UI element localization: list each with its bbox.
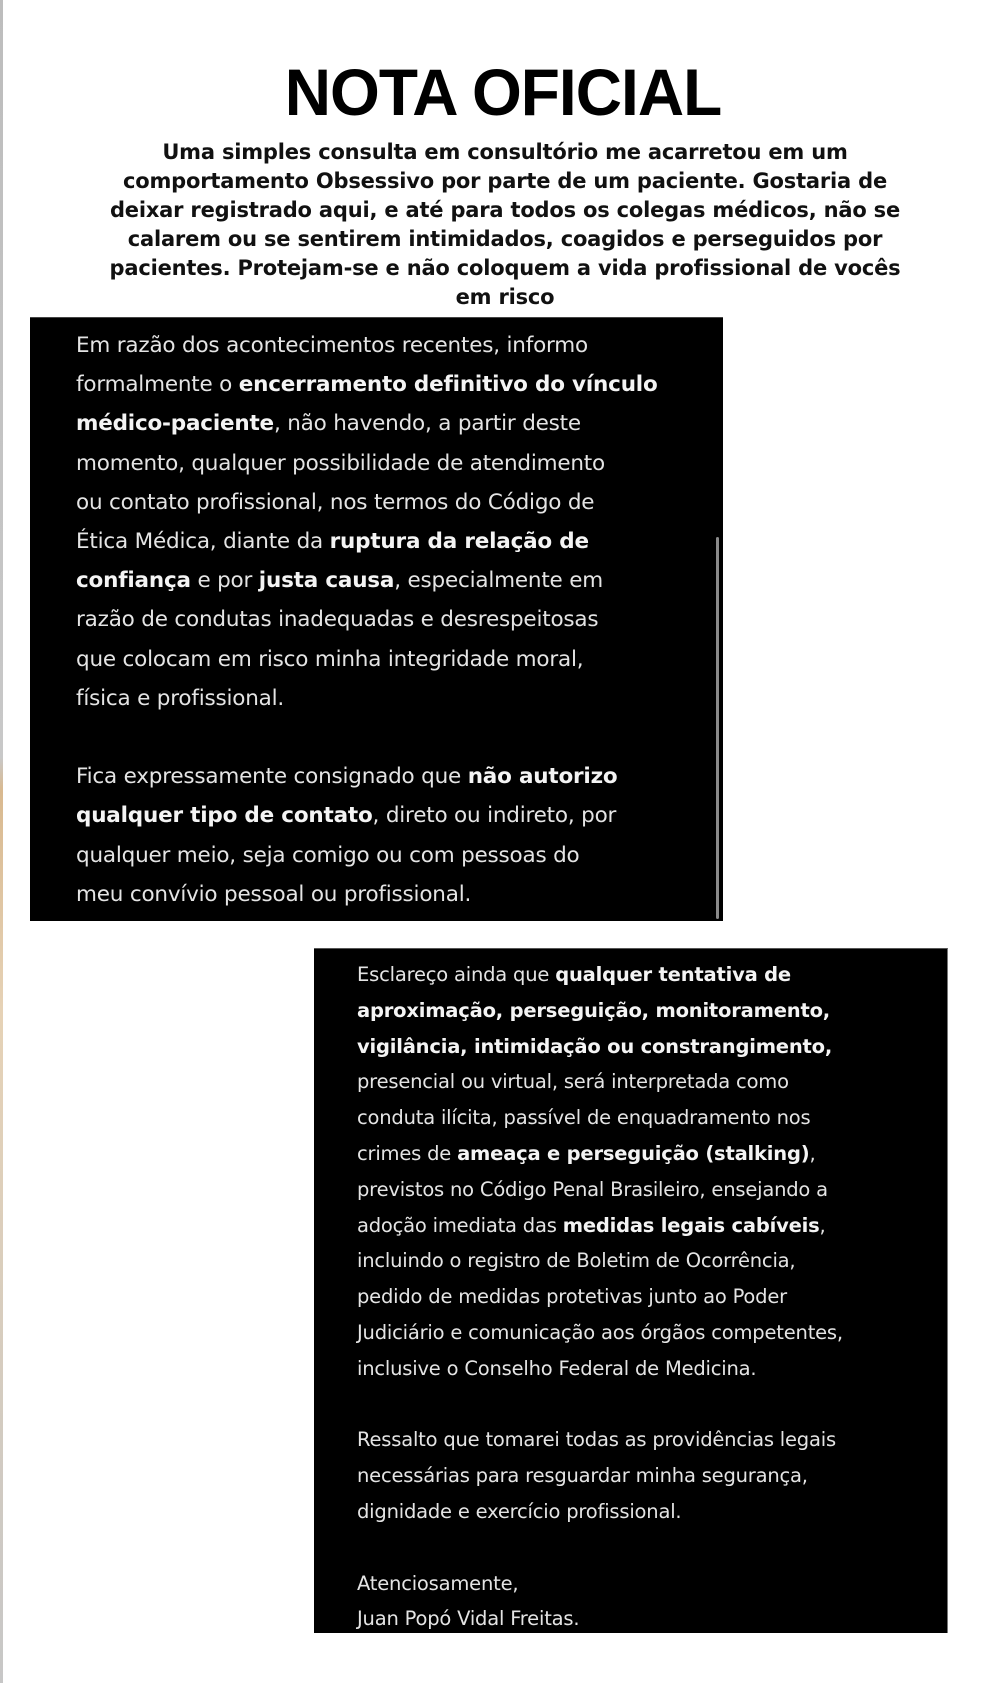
text-line [357, 1064, 947, 1100]
text-line [76, 836, 723, 875]
text-span: Ressalto que tomarei todas as providências legais [357, 1428, 836, 1452]
text-line [357, 957, 947, 993]
bold-text: ameaça e perseguição (stalking) [457, 1141, 810, 1165]
text-line [357, 1494, 947, 1530]
scrollbar[interactable] [716, 537, 719, 919]
text-span: pedido de medidas protetivas junto ao Poder [357, 1285, 787, 1309]
text-line [76, 326, 723, 365]
text-line [76, 600, 723, 639]
text-span: que colocam em risco minha integridade moral, [76, 646, 584, 672]
bold-text: medidas legais cabíveis [562, 1213, 820, 1237]
notice-part2-text [357, 949, 947, 1637]
text-line [357, 993, 947, 1029]
text-line [76, 875, 723, 914]
text-span: e por [190, 568, 259, 594]
text-span: , especialmente em [394, 568, 603, 594]
text-line [357, 1458, 947, 1494]
text-span: razão de condutas inadequadas e desrespeitosas [76, 607, 599, 633]
text-line [357, 1172, 947, 1208]
text-line [76, 757, 723, 796]
paragraph-gap [76, 718, 723, 757]
text-line [357, 1315, 947, 1351]
text-span: Ética Médica, diante da [76, 529, 330, 555]
text-line [357, 1029, 947, 1065]
bold-text: ruptura da relação de [329, 529, 589, 555]
notice-screenshot-part2 [314, 948, 948, 1633]
closing-line: Atenciosamente, [357, 1571, 519, 1595]
subtitle-line: em risco [455, 285, 555, 309]
text-span: momento, qualquer possibilidade de atendimento [76, 450, 605, 476]
text-span: ou contato profissional, nos termos do Código de [76, 489, 595, 515]
subtitle-line: pacientes. Protejam-se e não coloquem a vida profissional de vocês [109, 256, 901, 280]
text-line [76, 365, 723, 404]
bold-text: encerramento definitivo do vínculo [238, 372, 658, 398]
text-line [76, 679, 723, 718]
bold-text: médico-paciente [76, 411, 274, 437]
text-line [76, 640, 723, 679]
bold-text: qualquer tentativa de [555, 963, 791, 986]
text-line [76, 483, 723, 522]
text-line [357, 1243, 947, 1279]
text-span: , [819, 1213, 826, 1237]
paragraph-gap [357, 1387, 947, 1423]
text-span: necessárias para resguardar minha segurança, [357, 1464, 808, 1488]
text-span: física e profissional. [76, 685, 285, 711]
text-line [357, 1351, 947, 1387]
text-span: qualquer meio, seja comigo ou com pessoas do [76, 842, 580, 868]
text-span: conduta ilícita, passível de enquadramento nos [357, 1106, 811, 1130]
subtitle-line: comportamento Obsessivo por parte de um paciente. Gostaria de [123, 169, 887, 193]
subtitle-line: calarem ou se sentirem intimidados, coagidos e perseguidos por [127, 227, 883, 251]
page-title: NOTA OFICIAL [284, 55, 722, 129]
paragraph-gap [357, 1530, 947, 1566]
text-line [357, 1208, 947, 1244]
text-span: Em razão dos acontecimentos recentes, informo [76, 333, 588, 358]
text-span: Esclareço ainda que [357, 963, 556, 986]
subtitle-statement [60, 138, 950, 312]
text-line [76, 522, 723, 561]
text-span: , [809, 1141, 816, 1165]
left-edge-strip [0, 0, 3, 1683]
bold-text: confiança [76, 568, 191, 594]
notice-screenshot-part1 [30, 317, 723, 921]
text-line [76, 444, 723, 483]
text-line [357, 1279, 947, 1315]
text-span: crimes de [357, 1141, 458, 1165]
text-line [357, 1422, 947, 1458]
text-span: , direto ou indireto, por [372, 803, 617, 829]
bold-text: qualquer tipo de contato [76, 803, 373, 829]
bold-text: não autorizo [467, 764, 618, 790]
text-span: inclusive o Conselho Federal de Medicina. [357, 1356, 757, 1380]
text-span: dignidade e exercício profissional. [357, 1499, 682, 1523]
text-line [76, 561, 723, 600]
notice-part1-text [76, 318, 723, 914]
text-span: Fica expressamente consignado que [76, 764, 468, 790]
subtitle-line: deixar registrado aqui, e até para todos os colegas médicos, não se [109, 198, 901, 222]
bold-text: vigilância, intimidação ou constrangimento, [357, 1034, 833, 1058]
subtitle-line: Uma simples consulta em consultório me acarretou em um [162, 140, 848, 164]
bold-text: aproximação, perseguição, monitoramento, [357, 998, 830, 1022]
text-line [76, 796, 723, 835]
text-span: incluindo o registro de Boletim de Ocorrência, [357, 1249, 796, 1273]
text-span: Judiciário e comunicação aos órgãos competentes, [357, 1320, 843, 1344]
text-span: presencial ou virtual, será interpretada como [357, 1070, 789, 1094]
text-line [76, 404, 723, 443]
text-line [357, 1136, 947, 1172]
bold-text: justa causa [258, 568, 395, 594]
text-span: adoção imediata das [357, 1213, 563, 1237]
text-span: previstos no Código Penal Brasileiro, ensejando a [357, 1177, 828, 1201]
signature-line: Juan Popó Vidal Freitas. [357, 1607, 580, 1631]
text-span: meu convívio pessoal ou profissional. [76, 881, 472, 907]
text-span: formalmente o [76, 372, 239, 398]
text-span: , não havendo, a partir deste [273, 411, 581, 437]
text-line [357, 1100, 947, 1136]
